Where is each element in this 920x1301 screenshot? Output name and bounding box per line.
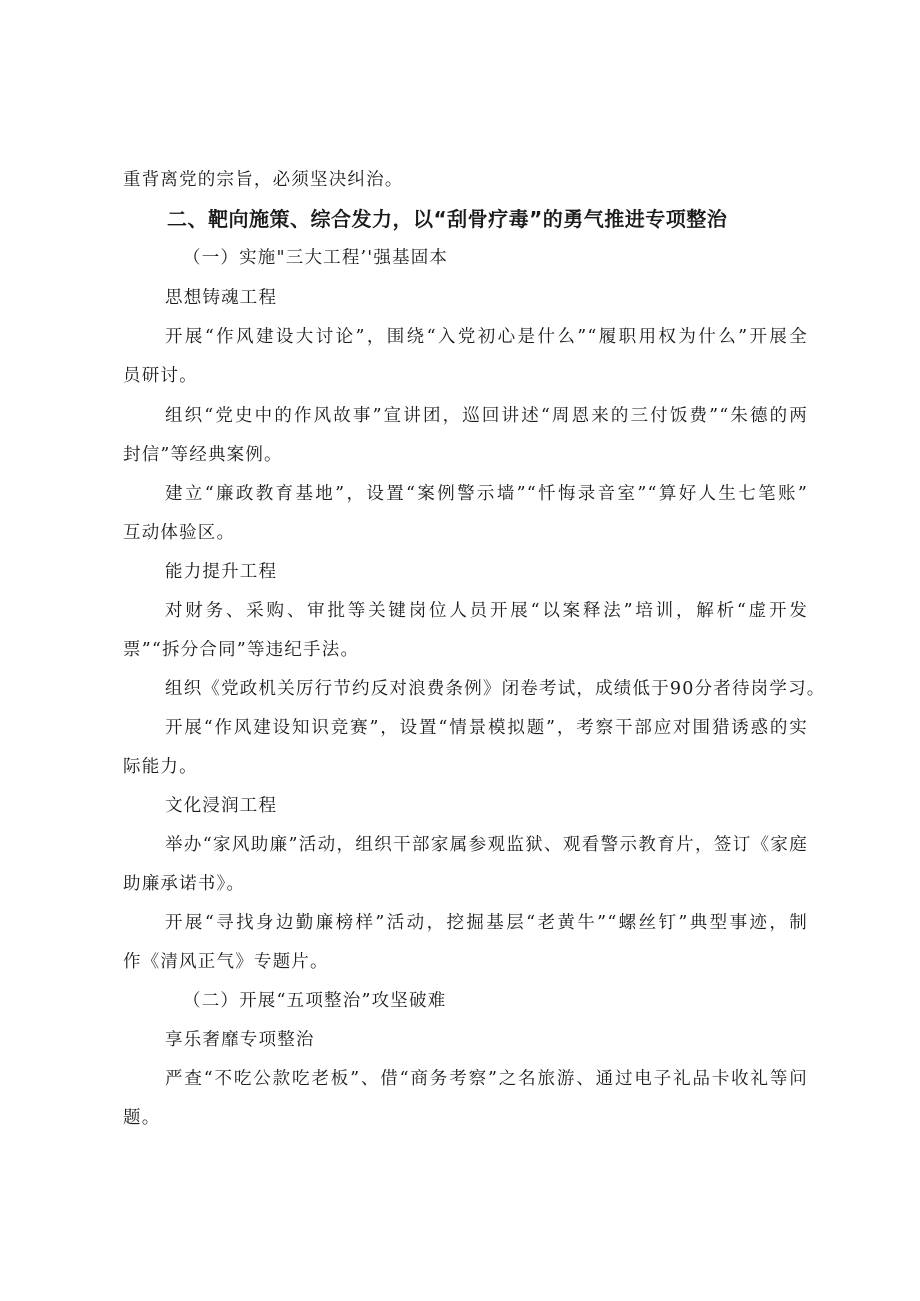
section-heading-2: 二、靶向施策、综合发力，以“刮骨疗毒”的勇气推进专项整治 [167, 207, 728, 231]
paragraph-line: 开展“寻找身边勤廉榜样”活动，挖掘基层“老黄牛”“螺丝钉”典型事迹，制 [165, 913, 808, 933]
item-heading-luxury: 享乐奢靡专项整治 [165, 1030, 315, 1050]
paragraph-line: 举办“家风助廉”活动，组织干部家属参观监狱、观看警示教育片，签订《家庭 [165, 835, 808, 855]
paragraph-line: 助廉承诺书》。 [123, 874, 246, 894]
paragraph-line: 作《清风正气》专题片。 [123, 952, 329, 972]
paragraph-line: 票”“拆分合同”等违纪手法。 [123, 640, 360, 660]
paragraph-continuation: 重背离党的宗旨，必须坚决纠治。 [123, 170, 404, 190]
subsection-heading-2: （二）开展“五项整治”攻坚破难 [183, 991, 447, 1011]
paragraph-line: 际能力。 [123, 757, 198, 777]
subsection-heading-1: （一）实施"三大工程’'强基固本 [183, 248, 449, 268]
paragraph-line: 严查“不吃公款吃老板”、借“商务考察”之名旅游、通过电子礼品卡收礼等问 [165, 1069, 808, 1089]
paragraph-line: 题。 [123, 1108, 161, 1128]
paragraph-line: 组织《党政机关厉行节约反对浪费条例》闭卷考试，成绩低于90分者待岗学习。 [165, 679, 826, 699]
item-heading-ability: 能力提升工程 [165, 562, 278, 582]
item-heading-culture: 文化浸润工程 [165, 796, 278, 816]
paragraph-line: 员研讨。 [123, 366, 198, 386]
paragraph-line: 组织“党史中的作风故事”宣讲团，巡回讲述“周恩来的三付饭费”“朱德的两 [165, 406, 808, 426]
paragraph-line: 开展“作风建设知识竞赛”，设置“情景模拟题”，考察干部应对围猎诱惑的实 [165, 718, 808, 738]
paragraph-line: 对财务、采购、审批等关键岗位人员开展“以案释法”培训，解析“虚开发 [165, 601, 808, 621]
paragraph-line: 开展“作风建设大讨论”，围绕“入党初心是什么”“履职用权为什么”开展全 [165, 327, 808, 347]
item-heading-thought: 思想铸魂工程 [165, 288, 278, 308]
paragraph-line: 互动体验区。 [123, 523, 236, 543]
paragraph-line: 建立“廉政教育基地”，设置“案例警示墙”“忏悔录音室”“算好人生七笔账” [165, 484, 808, 504]
paragraph-line: 封信”等经典案例。 [123, 445, 283, 465]
